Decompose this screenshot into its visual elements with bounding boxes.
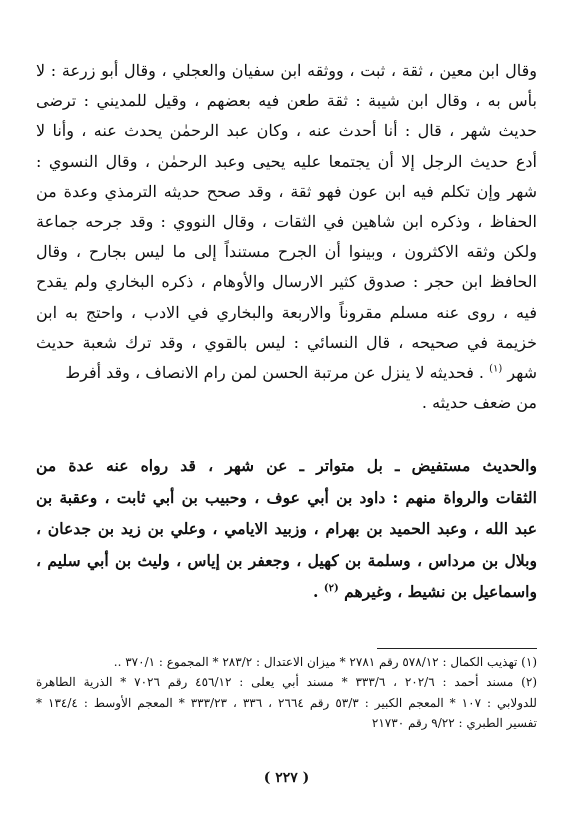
text-line: شهر وإن تكلم فيه ابن عون فهو ثقة ، وقد صحح حديثه الترمذي وعدة من (36, 181, 537, 201)
main-text (36, 56, 537, 418)
footnote-reference-2[interactable]: (٢) (323, 582, 339, 594)
footnote-line: (٢) مسند أحمد : ٢٠٢/٦ ، ٣٣٣/٦ * مسند أبي يعلى : ٤٥٦/١٢ رقم ٧٠٢٦ * الذرية الطاهرة (36, 675, 537, 690)
text-line: أدع حديث الرجل إلا أن يجتمعا عليه يحيى وعبد الرحمٰن ، وقال النسوي : (36, 151, 537, 171)
page-number: ( ٢٢٧ ) (263, 770, 310, 786)
footnotes (36, 652, 537, 733)
text-line: بأس به ، وقال ابن شيبة : ثقة طعن فيه بعضهم ، وقيل للمديني : ترضى (36, 91, 537, 111)
bold-line: وبلال بن مرداس ، وسلمة بن كهيل ، وجعفر بن إياس ، وليث بن أبي سليم ، (36, 550, 537, 570)
bold-line: عبد الله ، وعبد الحميد بن بهرام ، وزبيد الايامي ، وعلي بن زيد بن جدعان ، (36, 519, 537, 538)
footnote-line: للدولابي : ١٠٧ * المعجم الكبير : ٥٣/٣ رقم ٢٦٦٤ ، ٣٣٦ ، ٣٣٣/٢٣ * المعجم الأوسط : ١٣٤/٤ * (36, 695, 537, 710)
bold-line (36, 576, 537, 608)
footnote-divider (377, 648, 537, 649)
text-line: فيه ، روى عنه مسلم مقروناً والاربعة والبخاري في الادب ، واحتج به ابن (36, 302, 537, 322)
bold-line: الثقات والرواة منهم : داود بن أبي عوف ، وحبيب بن أبي ثابت ، وعقبة بن (36, 487, 537, 507)
footnote-reference-1[interactable]: (١) (489, 363, 503, 375)
text-line: خزيمة في صحيحه ، قال النسائي : ليس بالقوي ، وقد ترك شعبة حديث (36, 332, 537, 352)
text-line: الحفاظ ، وذكره ابن شاهين في الثقات ، وقال النووي : وقد جرحه جماعة (36, 211, 537, 231)
text-line: من ضعف حديثه . (421, 393, 537, 413)
text-line: ولكن وثقه الاكثرون ، وبينوا أن الجرح مستنداً إلى ما ليس بجارح ، وقال (36, 242, 537, 262)
text-fragment: . فحديثه لا ينزل عن مرتبة الحسن لمن رام الانصاف ، وقد أفرط (65, 362, 485, 382)
bold-paragraph (36, 450, 537, 608)
text-fragment: شهر (507, 362, 537, 382)
text-fragment: . (313, 582, 319, 601)
footnote-line: تفسير الطبري : ٩/٢٢ رقم ٢١٧٣٠ (371, 715, 537, 730)
text-line: وقال ابن معين ، ثقة ، ثبت ، ووثقه ابن سفيان والعجلي ، وقال أبو زرعة : لا (36, 61, 537, 80)
bold-line: والحديث مستفيض ـ بل متواتر ـ عن شهر ، قد رواه عنه عدة من (36, 456, 537, 475)
text-line: الحافظ ابن حجر : صدوق كثير الارسال والأوهام ، ذكره البخاري ولم يقدح (36, 272, 537, 292)
footnote-line: (١) تهذيب الكمال : ٥٧٨/١٢ رقم ٢٧٨١ * ميزان الاعتدال : ٢٨٣/٢ * المجموع : ٣٧٠/١ .. (113, 655, 537, 669)
text-fragment: واسماعيل بن نشيط ، وغيرهم (344, 582, 537, 601)
text-line (36, 358, 537, 388)
text-line: حديث شهر ، قال : أنا أحدث عنه ، وكان عبد الرحمٰن يحدث عنه ، وأنا لا (36, 121, 537, 141)
